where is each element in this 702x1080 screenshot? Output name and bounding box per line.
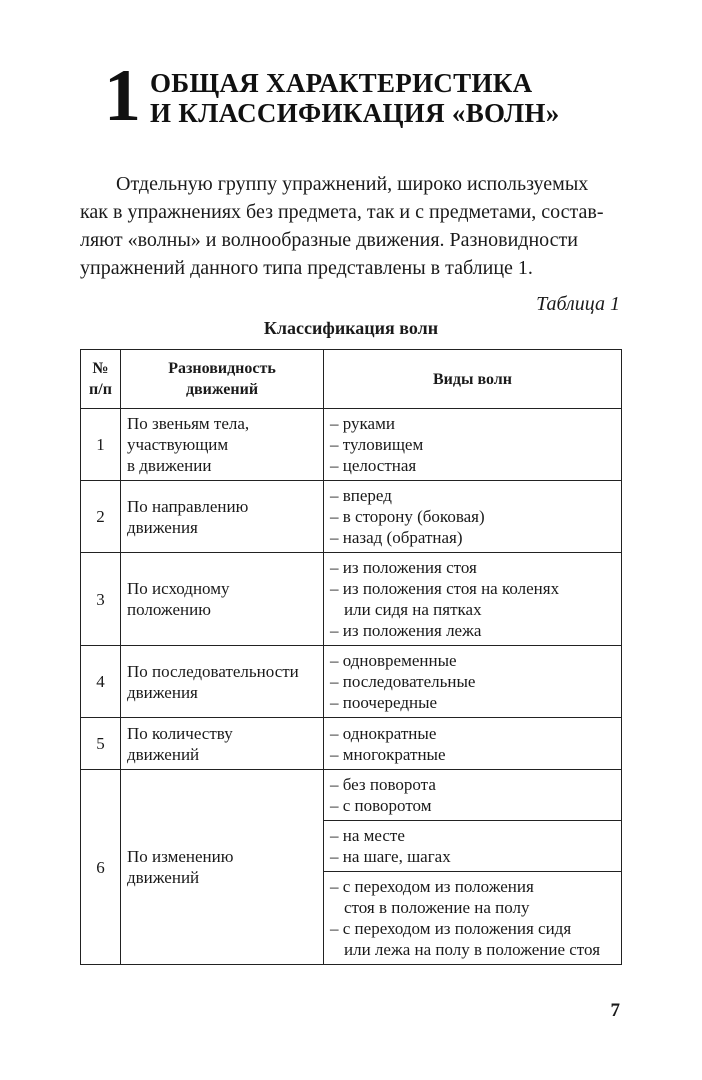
type-line: По направлению (127, 496, 249, 516)
type-line: По последовательности (127, 661, 299, 681)
kind-item: – из положения лежа (330, 621, 482, 640)
table-row (81, 409, 622, 481)
row-kinds (324, 872, 622, 965)
row-type (121, 646, 324, 718)
header-type (121, 350, 324, 409)
table-title: Классификация волн (263, 318, 439, 338)
header-num (81, 350, 121, 409)
row-num: 5 (81, 718, 121, 770)
row-kinds (324, 409, 622, 481)
kind-item: – из положения стоя на коленях (330, 579, 560, 598)
table-row (81, 718, 622, 770)
chapter-heading (104, 55, 624, 137)
kind-item: – назад (обратная) (330, 528, 463, 547)
row-type (121, 770, 324, 965)
row-type (121, 553, 324, 646)
table-row (81, 481, 622, 553)
kind-item: – туловищем (330, 435, 424, 454)
chapter-number: 1 (104, 55, 141, 137)
kind-item: – на месте (330, 826, 405, 845)
type-line: По количеству (127, 723, 233, 743)
table-row (81, 553, 622, 646)
row-type (121, 481, 324, 553)
header-type-line: Разновидность (168, 360, 276, 377)
row-num: 4 (81, 646, 121, 718)
intro-line: упражнений данного типа представлены в таблице 1. (80, 257, 533, 279)
kind-item: – с переходом из положения (330, 877, 534, 896)
chapter-title (150, 68, 560, 128)
type-line: движения (127, 682, 198, 702)
kind-item: – многократные (330, 744, 446, 764)
kind-item: – последовательные (330, 672, 476, 691)
row-type (121, 718, 324, 770)
type-line: По изменению (127, 847, 234, 866)
kind-item: или сидя на пятках (344, 600, 482, 619)
row-kinds (324, 481, 622, 553)
type-line: положению (127, 600, 211, 619)
kind-item: – на шаге, шагах (330, 847, 451, 866)
header-type-line: движений (185, 381, 259, 398)
kind-item: – из положения стоя (330, 558, 477, 577)
chapter-title-line: ОБЩАЯ ХАРАКТЕРИСТИКА (150, 68, 533, 98)
kind-item: – вперед (330, 486, 392, 505)
row-kinds (324, 821, 622, 872)
classification-table (80, 349, 622, 965)
kind-item: – однократные (330, 723, 437, 743)
type-line: По звеньям тела, (127, 414, 250, 433)
kind-item: – одновременные (330, 651, 457, 670)
type-line: участвующим (127, 435, 229, 454)
kind-item: – целостная (330, 456, 417, 475)
row-num: 1 (81, 409, 121, 481)
type-line: По исходному (127, 579, 230, 598)
row-kinds (324, 646, 622, 718)
type-line: в движении (127, 456, 212, 475)
row-num: 3 (81, 553, 121, 646)
kind-item: – без поворота (330, 775, 436, 794)
kind-item: – с поворотом (330, 796, 432, 815)
kind-item: – руками (330, 414, 395, 433)
intro-line: ляют «волны» и волнообразные движения. Разновидности (80, 229, 578, 251)
header-num-line: № (92, 360, 109, 377)
row-num: 2 (81, 481, 121, 553)
type-line: движений (127, 868, 200, 887)
table-row (81, 646, 622, 718)
kind-item: или лежа на полу в положение стоя (344, 940, 601, 959)
type-line: движения (127, 517, 198, 537)
row-type (121, 409, 324, 481)
intro-paragraph (80, 170, 622, 282)
kind-item: – с переходом из положения сидя (330, 919, 572, 938)
intro-line: Отдельную группу упражнений, широко используемых (116, 173, 589, 195)
intro-line: как в упражнениях без предмета, так и с предметами, состав- (80, 201, 604, 223)
table-row (81, 770, 622, 821)
table-label: Таблица 1 (536, 293, 620, 315)
page-number: 7 (610, 1000, 620, 1021)
header-num-line: п/п (89, 381, 112, 398)
kind-item: – поочередные (330, 693, 438, 712)
header-kinds: Виды волн (324, 350, 622, 409)
row-kinds (324, 718, 622, 770)
type-line: движений (127, 744, 200, 764)
row-kinds (324, 553, 622, 646)
row-kinds (324, 770, 622, 821)
chapter-title-line: И КЛАССИФИКАЦИЯ «ВОЛН» (150, 98, 560, 128)
kind-item: стоя в положение на полу (344, 898, 530, 917)
table-header-row (81, 350, 622, 409)
row-num: 6 (81, 770, 121, 965)
kind-item: – в сторону (боковая) (330, 507, 485, 526)
